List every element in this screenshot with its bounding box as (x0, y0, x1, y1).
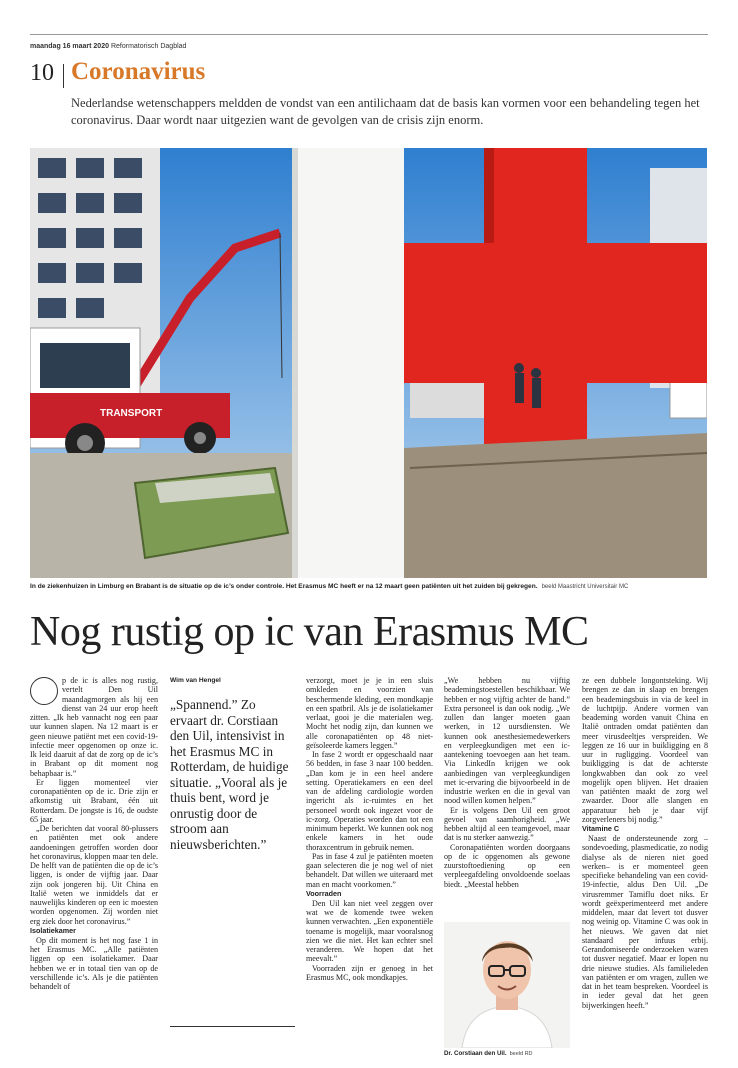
paragraph: verzorgt, moet je je in een sluis omkleden en voorzien van beschermende kleding, een mondkapje en een spatbril. Als je de isolatiekamer verlaat, gooi je die materialen weg. Mocht het nodig zijn, dan kunnen we alle coronapatiënten op 48 niet-geïsoleerde kamers leggen.” (306, 676, 433, 750)
article-column-5 (582, 676, 708, 1010)
photo-credit: beeld Maastricht Universitair MC (541, 584, 629, 590)
portrait-caption (444, 1050, 533, 1057)
subheading-vitamine-c: Vitamine C (582, 824, 620, 833)
subheading-isolatiekamer: Isolatiekamer (30, 925, 76, 935)
truck-label: TRANSPORT (100, 408, 163, 419)
paragraph: p de ic is alles nog rustig, vertelt Den Uil maandagmorgen als hij een dienst van 24 uur erop heeft zitten. „Ik heb vannacht nog een paar uur kunnen slapen. Na 12 maart is er geen nieuwe patiënt met een covid-19-infectie meer opgenomen op onze ic. Ik leid daaruit af dat de zorg op de ic’s in Brabant op dit moment nog behapbaar is.” (30, 676, 158, 778)
pull-quote: „Spannend.” Zo ervaart dr. Corstiaan den Uil, intensivist in het Erasmus MC in Rotterdam, de huidige situatie. „Vooral als je thuis bent, word je onrustig door de stroom aan nieuwsberichten.” (170, 697, 289, 852)
paragraph: ze een dubbele longontsteking. Wij brengen ze dan in slaap en brengen een beademingsbuis in via de keel in de luchtpijp. Andere vormen van beademing worden vanuit China en Italië ontraden omdat patiënten dan meer virusdeeltjes verspreiden. We leggen ze 16 uur in buikligging en 8 uur in rugligging. Voordeel van buikligging is dat de achterste longkwabben dan ook zo veel mogelijk open blijven. Het draaien van patiënten maakt de zorg wel zwaarder. Door alle slangen en apparatuur heb je daar vijf zorgverleners bij nodig.” (582, 676, 708, 824)
paragraph: Naast de ondersteunende zorg –sondevoeding, plasmedicatie, zo nodig dialyse als de nieren niet goed werken– is er momenteel geen specifieke behandeling van een covid-19-infectie, aldus Den Uil. „De virusremmer Tamiflu doet niks. Er wordt geëxperimenteerd met andere middelen, maar dat levert tot dusver nog weinig op. Vitamine C was ook in het nieuws. We gaven dat niet standaard per infuus erbij. Gerandomiseerde onderzoeken waren tot dusver negatief. Maar er lopen nu drie nieuwe studies. Als familieleden van patiënten er om vragen, zullen we dat in het team bespreken. Voordeel is in ieder geval dat het geen bijwerkingen heeft.” (582, 834, 708, 1010)
page-number: 10 (30, 60, 54, 86)
paragraph: Op dit moment is het nog fase 1 in het Erasmus MC. „Alle patiënten liggen op een isolatiekamer. Daar hebben we er in totaal tien van op de verschillende ic’s. Als je die patiënten behandelt of (30, 935, 158, 991)
article-column-4 (444, 676, 570, 889)
paragraph: In fase 2 wordt er opgeschaald naar 56 bedden, in fase 3 naar 100 bedden. „Dan kom je in een heel andere setting. Operatiekamers en een deel van de afdeling cardiologie worden ingericht als ic-ruimtes en het personeel wordt ook ingezet voor de ic-zorg. Operaties worden dan tot een minimum beperkt. We kunnen ook nog enkele kamers in het oude thoraxcentrum in gebruik nemen. (306, 750, 433, 852)
paragraph: „De berichten dat vooral 80-plussers en patiënten met ook andere aandoeningen getroffen worden door het coronavirus, kloppen maar ten dele. De helft van de patiënten die op de ic’s liggen, is onder de vijftig jaar. Daar zijn ook jongeren bij. Uit China en Italië weten we inmiddels dat er nauwelijks kinderen op een ic moesten worden opgenomen. Zij worden niet erg ziek door het coronavirus.” (30, 824, 158, 926)
article-column-1 (30, 676, 158, 991)
paragraph: Er liggen momenteel vier coronapatiënten op de ic. Drie zijn er afkomstig uit Brabant, één uit Rotterdam. De jongste is 16, de oudste 65 jaar. (30, 777, 158, 824)
article-column-2 (170, 676, 295, 852)
hospital-cross-illustration (30, 148, 707, 578)
article-column-3 (306, 676, 433, 982)
main-photo (30, 148, 707, 578)
top-rule (30, 34, 708, 35)
page-number-divider (63, 64, 64, 88)
issue-date: maandag 16 maart 2020 (30, 43, 109, 50)
drop-cap-o (30, 677, 58, 705)
paragraph: Coronapatiënten worden doorgaans op de ic opgenomen als gewone zuurstoftoediening op een verpleegafdeling onvoldoende soelaas biedt. „Meestal hebben (444, 842, 570, 889)
portrait-illustration (444, 922, 570, 1048)
article-headline: Nog rustig op ic van Erasmus MC (30, 609, 589, 655)
portrait-photo (444, 922, 570, 1048)
quote-rule (170, 1026, 295, 1027)
portrait-caption-text: Dr. Corstiaan den Uil. (444, 1050, 507, 1057)
section-title: Coronavirus (71, 58, 206, 85)
photo-caption-text: In de ziekenhuizen in Limburg en Brabant is de situatie op de ic’s onder controle. Het Erasmus MC heeft er na 12 maart geen patiënten uit het zuiden bij gekregen. (30, 583, 538, 590)
portrait-credit: beeld RD (509, 1051, 533, 1057)
photo-caption (30, 583, 710, 590)
paragraph: Den Uil kan niet veel zeggen over wat we de komende twee weken kunnen verwachten. „Een exponentiële toename is mogelijk, maar vooralsnog zien we die niet. Het kan echter snel veranderen. We hopen dat het meevalt.” (306, 898, 433, 964)
subheading-voorraden: Voorraden (306, 888, 342, 898)
paragraph: Voorraden zijn er genoeg in het Erasmus MC, ook mondkapjes. (306, 963, 433, 982)
paragraph: Er is volgens Den Uil een groot gevoel van saamhorigheid. „We hebben altijd al een teamgevoel, maar dat is nu sterker aanwezig.” (444, 805, 570, 843)
intro-text: Nederlandse wetenschappers meldden de vondst van een antilichaam dat de basis kan vormen voor een behandeling tegen het coronavirus. Daar wordt naar uitgezien want de gevolgen van de crisis zijn enorm. (71, 96, 700, 127)
paragraph: „We hebben nu vijftig beademingstoestellen beschikbaar. We hebben er nog vijftig achter de hand.” Extra personeel is dan ook nodig. „We zullen dan langer moeten gaan werken, in 12 uursdiensten. We kunnen ook anesthesiemedewerkers en verpleegkundigen met een ic-aantekening toevoegen aan het team. Via LinkedIn krijgen we ook aanbiedingen van verpleegkundigen met ic-ervaring die bijvoorbeeld in de industrie werken en die in geval van nood willen komen helpen.” (444, 676, 570, 806)
byline: Wim van Hengel (170, 677, 221, 684)
paragraph: Pas in fase 4 zul je patiënten moeten gaan selecteren die je nog wel of niet behandelt. Dat willen we uiteraard met man en macht voorkomen.” (306, 851, 433, 889)
newspaper-name: Reformatorisch Dagblad (110, 43, 187, 50)
dateline (30, 43, 186, 50)
